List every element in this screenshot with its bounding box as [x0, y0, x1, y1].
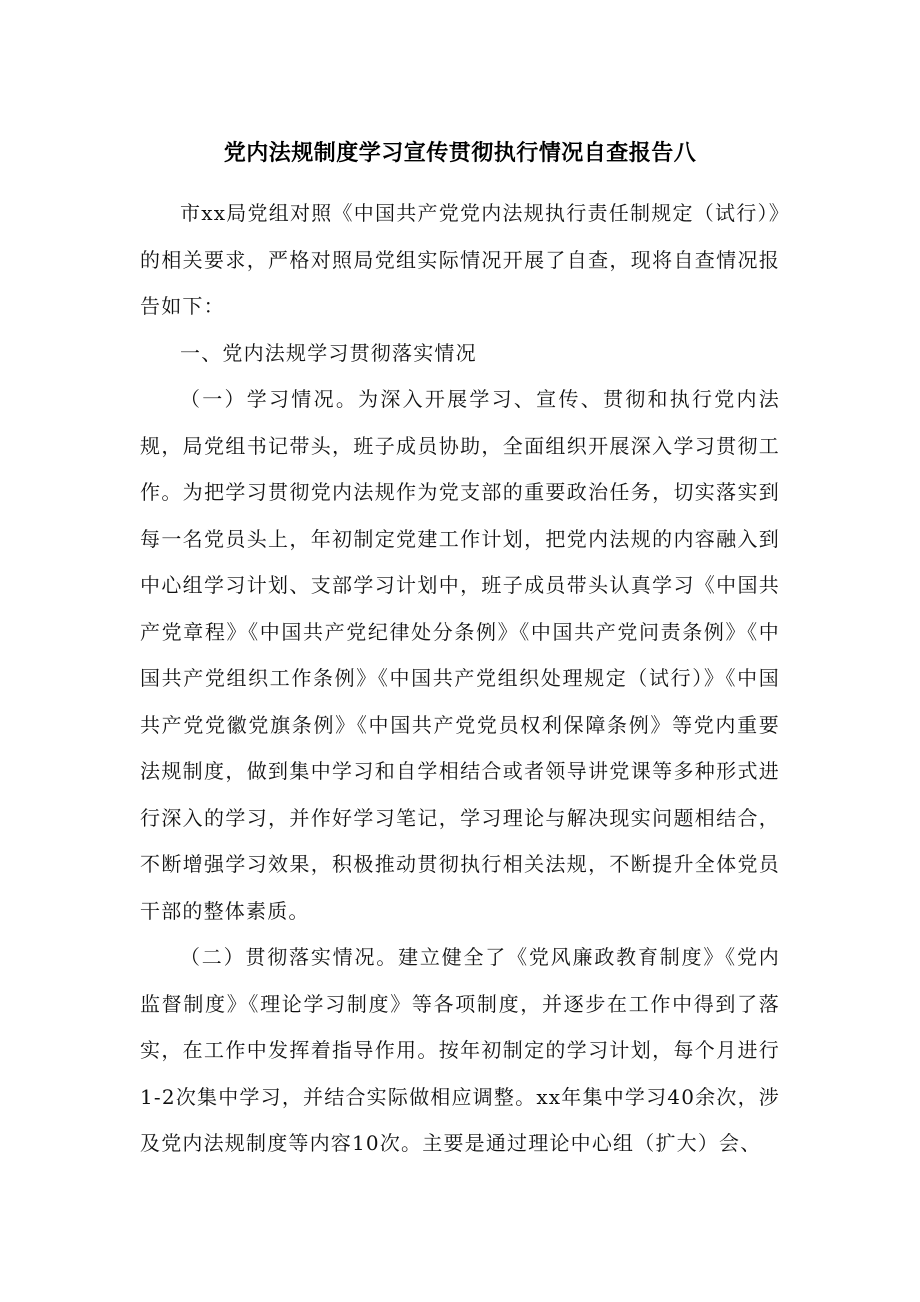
intro-paragraph: 市xx局党组对照《中国共产党党内法规执行责任制规定（试行）》的相关要求，严格对照局党组实际情况开展了自查，现将自查情况报告如下： [140, 201, 780, 318]
document-body [140, 190, 780, 1167]
implementation-paragraph: （二）贯彻落实情况。建立健全了《党风廉政教育制度》《党内监督制度》《理论学习制度》等各项制度，并逐步在工作中得到了落实，在工作中发挥着指导作用。按年初制定的学习计划，每个月进行1-2次集中学习，并结合实际做相应调整。xx年集中学习40余次，涉及党内法规制度等内容10次。主要是通过理论中心组（扩大）会、 [140, 945, 780, 1155]
section-heading: 一、党内法规学习贯彻落实情况 [180, 340, 477, 365]
study-paragraph: （一）学习情况。为深入开展学习、宣传、贯彻和执行党内法规，局党组书记带头，班子成员协助，全面组织开展深入学习贯彻工作。为把学习贯彻党内法规作为党支部的重要政治任务，切实落实到每一名党员头上，年初制定党建工作计划，把党内法规的内容融入到中心组学习计划、支部学习计划中，班子成员带头认真学习《中国共产党章程》《中国共产党纪律处分条例》《中国共产党问责条例》《中国共产党组织工作条例》《中国共产党组织处理规定（试行）》《中国共产党党徽党旗条例》《中国共产党党员权利保障条例》等党内重要法规制度，做到集中学习和自学相结合或者领导讲党课等多种形式进行深入的学习，并作好学习笔记，学习理论与解决现实问题相结合，不断增强学习效果，积极推动贯彻执行相关法规，不断提升全体党员干部的整体素质。 [140, 387, 780, 923]
document-title: 党内法规制度学习宣传贯彻执行情况自查报告八 [223, 141, 697, 166]
